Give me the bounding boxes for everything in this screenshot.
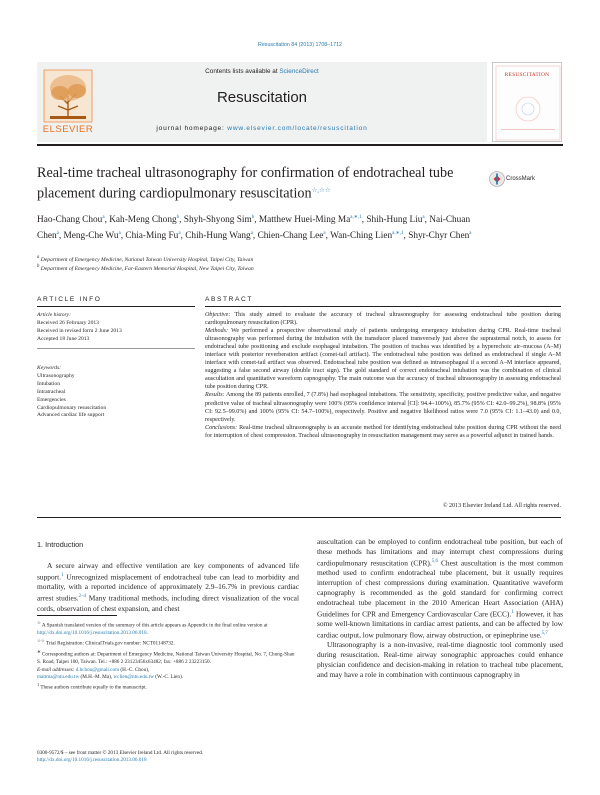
publisher-logo-text: ELSEVIER: [42, 124, 94, 135]
footnote-emails: E-mail addresses: d.hchou@gmail.com (H.-C. Chou), mattma@ntu.edu.tw (M.H.-M. Ma), wclien@ntu.edu.tw (W.-C. Lien).: [37, 666, 183, 680]
citation-ref[interactable]: 1: [61, 572, 64, 578]
author-list: [37, 211, 477, 244]
author[interactable]: Meng-Che Wu$^a$,: [63, 231, 126, 242]
history-accepted: Accepted 18 June 2013: [37, 335, 90, 342]
intro-left-column: [37, 561, 299, 613]
author[interactable]: Chih-Hung Wang$^a$,: [185, 231, 258, 242]
footnotes: [37, 619, 299, 692]
abstract-rule: [205, 306, 561, 307]
email-link[interactable]: d.hchou@gmail.com: [75, 666, 120, 673]
history-received: Received 26 February 2013: [37, 319, 99, 326]
author[interactable]: Wan-Ching Lien$^{a,∗,1}$,: [330, 231, 409, 242]
article-history: [37, 312, 195, 344]
abstract-body: [205, 311, 561, 440]
sciencedirect-link[interactable]: ScienceDirect: [279, 68, 319, 75]
email-link[interactable]: wclien@ntu.edu.tw: [113, 673, 154, 680]
section-heading-introduction: 1. Introduction: [37, 540, 84, 549]
article-title-text: Real-time tracheal ultrasonography for confirmation of endotracheal tube placement during cardiopulmonary resuscitation: [37, 165, 454, 202]
affiliation-b: $^b$ Department of Emergency Medicine, Far-Eastern Memorial Hospital, New Taipei City, Taiwan: [37, 264, 254, 272]
footnote-corresponding: ∗ Corresponding authors at: Department of Emergency Medicine, National Taiwan University Hospital, No. 7, Chung-Shan S. Road, Taipei 100, Taiwan. Tel.: +886 2 23123456x63482; fax: +886 2 23223150.: [37, 649, 295, 666]
abstract-conclusions: Conclusions: Real-time tracheal ultrasonography is an accurate method for identifying endotracheal tube position during CPR without the need for interruption of chest compression. Tracheal ultrasonography in resuscitation management may serve as a powerful adjunct in trained hands.: [205, 424, 561, 439]
abstract-methods: Methods: We performed a prospective observational study of patients undergoing emergency intubation during CPR. Real-time tracheal ultrasonography was performed during the intubation with the transducer placed transversely just above the suprasternal notch, to assess for endotracheal tube positioning and exclude esophageal intubation. The position of trachea was identified by a hyperechoic air–mucosa (A–M) interface with posterior reverberation artifact (comet-tail artifact). The endotracheal tube position was defined as endotracheal if single A–M interface with comet-tail artifact was observed. Endotracheal tube position was defined as intraesophageal if a second A–M interface appeared, suggesting a false second airway (double tract sign). The gold standard of correct endotracheal intubation was the combination of clinical auscultation and quantitative waveform capnography. The main outcome was the accuracy of tracheal ultrasonography in assessing endotracheal tube position during CPR.: [205, 328, 562, 391]
issn-line: 0300-9572/$ – see front matter © 2013 Elsevier Ireland Ltd. All rights reserved.: [37, 750, 204, 756]
abstract-objective: Objective: This study aimed to evaluate the accuracy of tracheal ultrasonography for assessing endotracheal tube position during cardiopulmonary resuscitation (CPR).: [205, 312, 561, 327]
contents-available-line: [37, 68, 487, 75]
keywords-label: Keywords:: [37, 365, 62, 371]
author[interactable]: Nai-Chuan Chen$^a$,: [37, 215, 471, 242]
affiliation-a: $^a$ Department of Emergency Medicine, National Taiwan University Hospital, Taipei City, Taiwan: [37, 255, 254, 263]
email-link[interactable]: mattma@ntu.edu.tw: [37, 673, 80, 680]
intro-paragraph: auscultation can be employed to confirm endotracheal tube position, but each of these methods has limitations and may interrupt chest compressions during cardiopulmonary resuscitation (CPR).$^{5,6}$ Chest auscultation is the most common method used to confirm endotracheal tube placement, but it usually requires interruption of chest compressions during examination. Quantitative waveform capnography is recommended as the gold standard for confirming correct endotracheal tube placement in the 2010 American Heart Association (AHA) Guidelines for CPR and Emergency Cardiovascular Care (ECC).$^1$ However, it has some well-known limitations in cardiac arrest patients, and can be affected by low cardiac output, low pulmonary flow, airway obstruction, or epinephrine use.$^{5,7}$: [317, 537, 563, 640]
info-divider: [37, 348, 195, 349]
citation-ref[interactable]: 1: [511, 609, 514, 615]
author[interactable]: Shyr-Chyr Chen$^a$: [408, 231, 472, 242]
history-label: Article history:: [37, 312, 72, 318]
keyword: Ultrasonography: [37, 372, 75, 379]
header-divider: [37, 144, 563, 146]
keyword: Emergencies: [37, 396, 66, 403]
crossmark-label[interactable]: CrossMark: [506, 176, 536, 182]
author[interactable]: Hao-Chang Chou$^a$,: [37, 215, 110, 226]
keyword: Intubation: [37, 380, 60, 387]
author[interactable]: Shih-Hung Liu$^a$,: [366, 215, 430, 226]
footnote-divider: [37, 615, 117, 616]
abstract-heading: ABSTRACT: [205, 296, 253, 303]
journal-homepage-line: [37, 125, 487, 132]
keyword: Advanced cardiac life support: [37, 412, 105, 419]
citation-ref[interactable]: 2–4: [78, 594, 87, 600]
article-title: [37, 164, 467, 203]
article-info-heading: ARTICLE INFO: [37, 296, 102, 303]
citation-ref[interactable]: 5,6: [431, 558, 438, 564]
title-footnote-marks[interactable]: ☆,☆☆: [311, 187, 331, 194]
front-matter-meta: [37, 750, 337, 764]
homepage-url-link[interactable]: www.elsevier.com/locate/resuscitation: [227, 125, 368, 132]
author[interactable]: Kah-Meng Chong$^b$,: [109, 215, 184, 226]
abstract-copyright: © 2013 Elsevier Ireland Ltd. All rights reserved.: [442, 503, 561, 509]
footnote-trial: ☆☆ Trial Registration: ClinicalTrials.gov number: NCT01148732.: [37, 638, 175, 647]
doi-link-bottom[interactable]: http://dx.doi.org/10.1016/j.resuscitation.2013.06.018: [37, 757, 147, 764]
author[interactable]: Chien-Chang Lee$^a$,: [257, 231, 331, 242]
intro-paragraph: Ultrasonography is a non-invasive, real-time diagnostic tool commonly used during resuscitation. Real-time airway sonographic approaches could enhance physician confidence and decision-making in relation to tracheal tube placement, and may have a role in combination with continuous capnography in: [317, 640, 563, 680]
citation-ref[interactable]: 5,7: [541, 631, 548, 637]
keyword: Intratracheal: [37, 388, 66, 395]
footnote-translation: ☆ A Spanish translated version of the summary of this article appears as Appendix in the final online version at http://dx.doi.org/10.1016/j.resuscitation.2013.06.018.: [37, 620, 268, 636]
author[interactable]: Chia-Ming Fu$^a$,: [125, 231, 186, 242]
article-info-rule: [37, 306, 195, 307]
keyword: Cardiopulmonary resuscitation: [37, 404, 107, 411]
journal-citation[interactable]: Resuscitation 84 (2013) 1708–1712: [258, 42, 342, 48]
journal-title[interactable]: Resuscitation: [216, 89, 308, 106]
intro-right-column: [317, 537, 563, 680]
doi-link[interactable]: http://dx.doi.org/10.1016/j.resuscitation.2013.06.018: [37, 629, 147, 636]
homepage-label: journal homepage:: [156, 125, 228, 132]
keywords: [37, 365, 195, 420]
cover-title: RESUSCITATION: [504, 72, 550, 78]
intro-paragraph: A secure airway and effective ventilation are key components of advanced life support.$^1$ Unrecognized misplacement of endotracheal tube can lead to morbidity and mortality, with a reported incidence of approximately 2.9–16.7% in previous cardiac arrest studies.$^{2-4}$ Many traditional methods, including direct visualization of the vocal cords, observation of chest expansion, and chest: [37, 561, 299, 613]
abstract-bottom-rule: [37, 517, 561, 518]
footnote-equal-contribution: $^1$ These authors contribute equally to the manuscript.: [37, 682, 147, 691]
abstract-results: Results: Among the 89 patients enrolled, 7 (7.8%) had esophageal intubations. The sensitivity, specificity, positive predictive value, and negative predictive value of tracheal ultrasonography were 100% (95% confidence interval [CI]: 94.4–100%), 85.7% (95% CI: 42.0–99.2%), 98.8% (95% CI: 92.5–99.0%) and 100% (95% CI: 54.7–100%), respectively. Positive and negative likelihood ratios were 7.0 (95% CI: 1.1–43.0) and 0.0, respectively.: [205, 392, 562, 423]
author[interactable]: Matthew Huei-Ming $Ma^{a,∗,1}$,: [258, 215, 367, 226]
author[interactable]: Shyh-Shyong Sim$^b$,: [183, 215, 259, 226]
history-revised: Received in revised form 2 June 2013: [37, 327, 122, 334]
contents-prefix: Contents lists available at: [205, 68, 280, 75]
